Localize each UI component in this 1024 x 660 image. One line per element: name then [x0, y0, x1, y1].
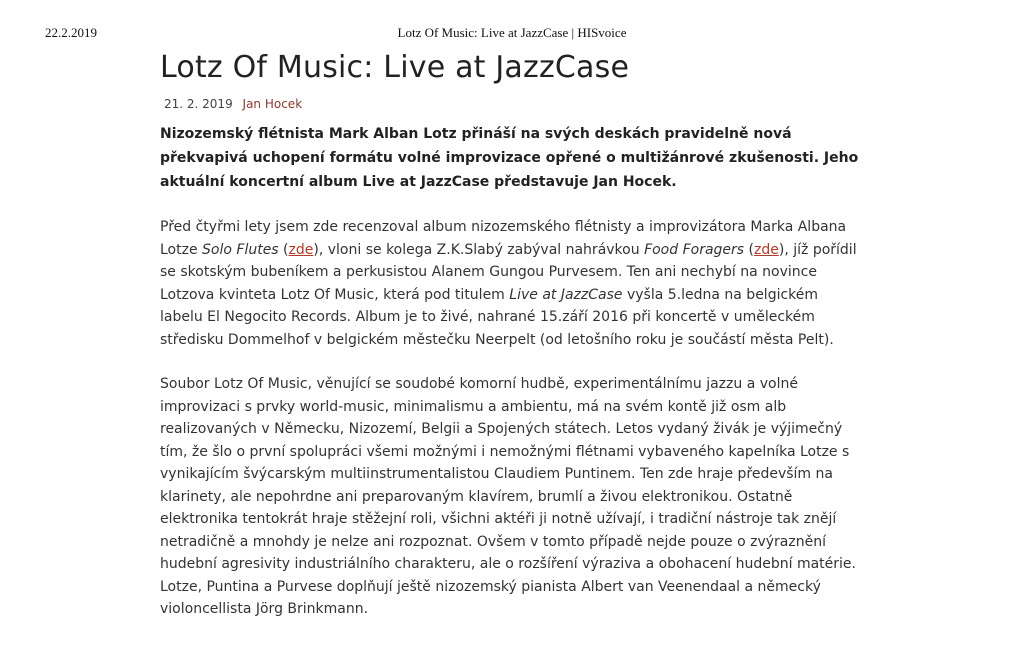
paragraph-text: ), jíž pořídil se skotským bubeníkem a perkusistou Alanem Gungou Purvesem. Ten ani nechybí na novince Lotzova kvinteta Lotz Of Music, která pod titulem [160, 241, 857, 303]
article-date: 21. 2. 2019 [164, 97, 233, 111]
article [160, 48, 865, 621]
article-lead: Nizozemský flétnista Mark Alban Lotz přináší na svých deskách pravidelně nová překvapivá uchopení formátu volné improvizace opřené o multižánrové zkušenosti. Jeho aktuální koncertní album Live at JazzCase představuje Jan Hocek. [160, 126, 859, 190]
print-header [0, 25, 1024, 43]
article-paragraph-1 [160, 216, 865, 351]
article-paragraph-2: Soubor Lotz Of Music, věnující se soudobé komorní hudbě, experimentálnímu jazzu a volné improvizaci s prvky world-music, minimalismu a ambientu, má na svém kontě již osm alb realizovaných v Německu, Nizozemí, Belgii a Spojených státech. Letos vydaný živák je výjimečný tím, že šlo o první spolupráci všemi možnými i nemožnými flétnami vybaveného kapelníka Lotze s vynikajícím švýcarským multiinstrumentalistou Claudiem Puntinem. Ten zde hraje především na klarinety, ale nepohrdne ani preparovaným klavírem, brumlí a živou elektronikou. Ostatně elektronika tentokrát hraje stěžejní roli, všichni aktéři ji notně užívají, i tradiční nástroje tak znějí netradičně a mnohdy je nelze ani rozpoznat. Ovšem v tomto případě nejde pouze o zvýraznění hudební agresivity industriálního charakteru, ale o rozšíření výraziva a obohacení hudební matérie. Lotze, Puntina a Purvese doplňují ještě nizozemský pianista Albert van Veenendaal a německý violoncellista Jörg Brinkmann. [160, 376, 856, 617]
review-link-food-foragers[interactable]: zde [754, 241, 779, 258]
paragraph-text: ( [278, 241, 289, 258]
print-page-title: Lotz Of Music: Live at JazzCase | HISvoice [397, 25, 627, 40]
album-title: Live at JazzCase [509, 286, 623, 303]
article-meta [160, 96, 865, 112]
author-link[interactable]: Jan Hocek [242, 97, 303, 111]
review-link-solo-flutes[interactable]: zde [288, 241, 314, 258]
album-title: Solo Flutes [202, 241, 279, 258]
paragraph-text: ( [744, 241, 755, 258]
album-title: Food Foragers [644, 241, 745, 258]
paragraph-text: vyšla 5.ledna na belgickém labelu El Negocito Records. Album je to živé, nahrané 15.září 2016 při koncertě v uměleckém středisku Dommelhof v belgickém městečku Neerpelt (od letošního roku je součástí města Pelt). [160, 286, 834, 348]
print-date: 22.2.2019 [45, 25, 97, 40]
article-title: Lotz Of Music: Live at JazzCase [160, 50, 630, 85]
paragraph-text: Před čtyřmi lety jsem zde recenzoval album nizozemského flétnisty a improvizátora Marka Albana Lotze [160, 219, 847, 258]
paragraph-text: ), vloni se kolega Z.K.Slabý zabýval nahrávkou [313, 241, 645, 258]
